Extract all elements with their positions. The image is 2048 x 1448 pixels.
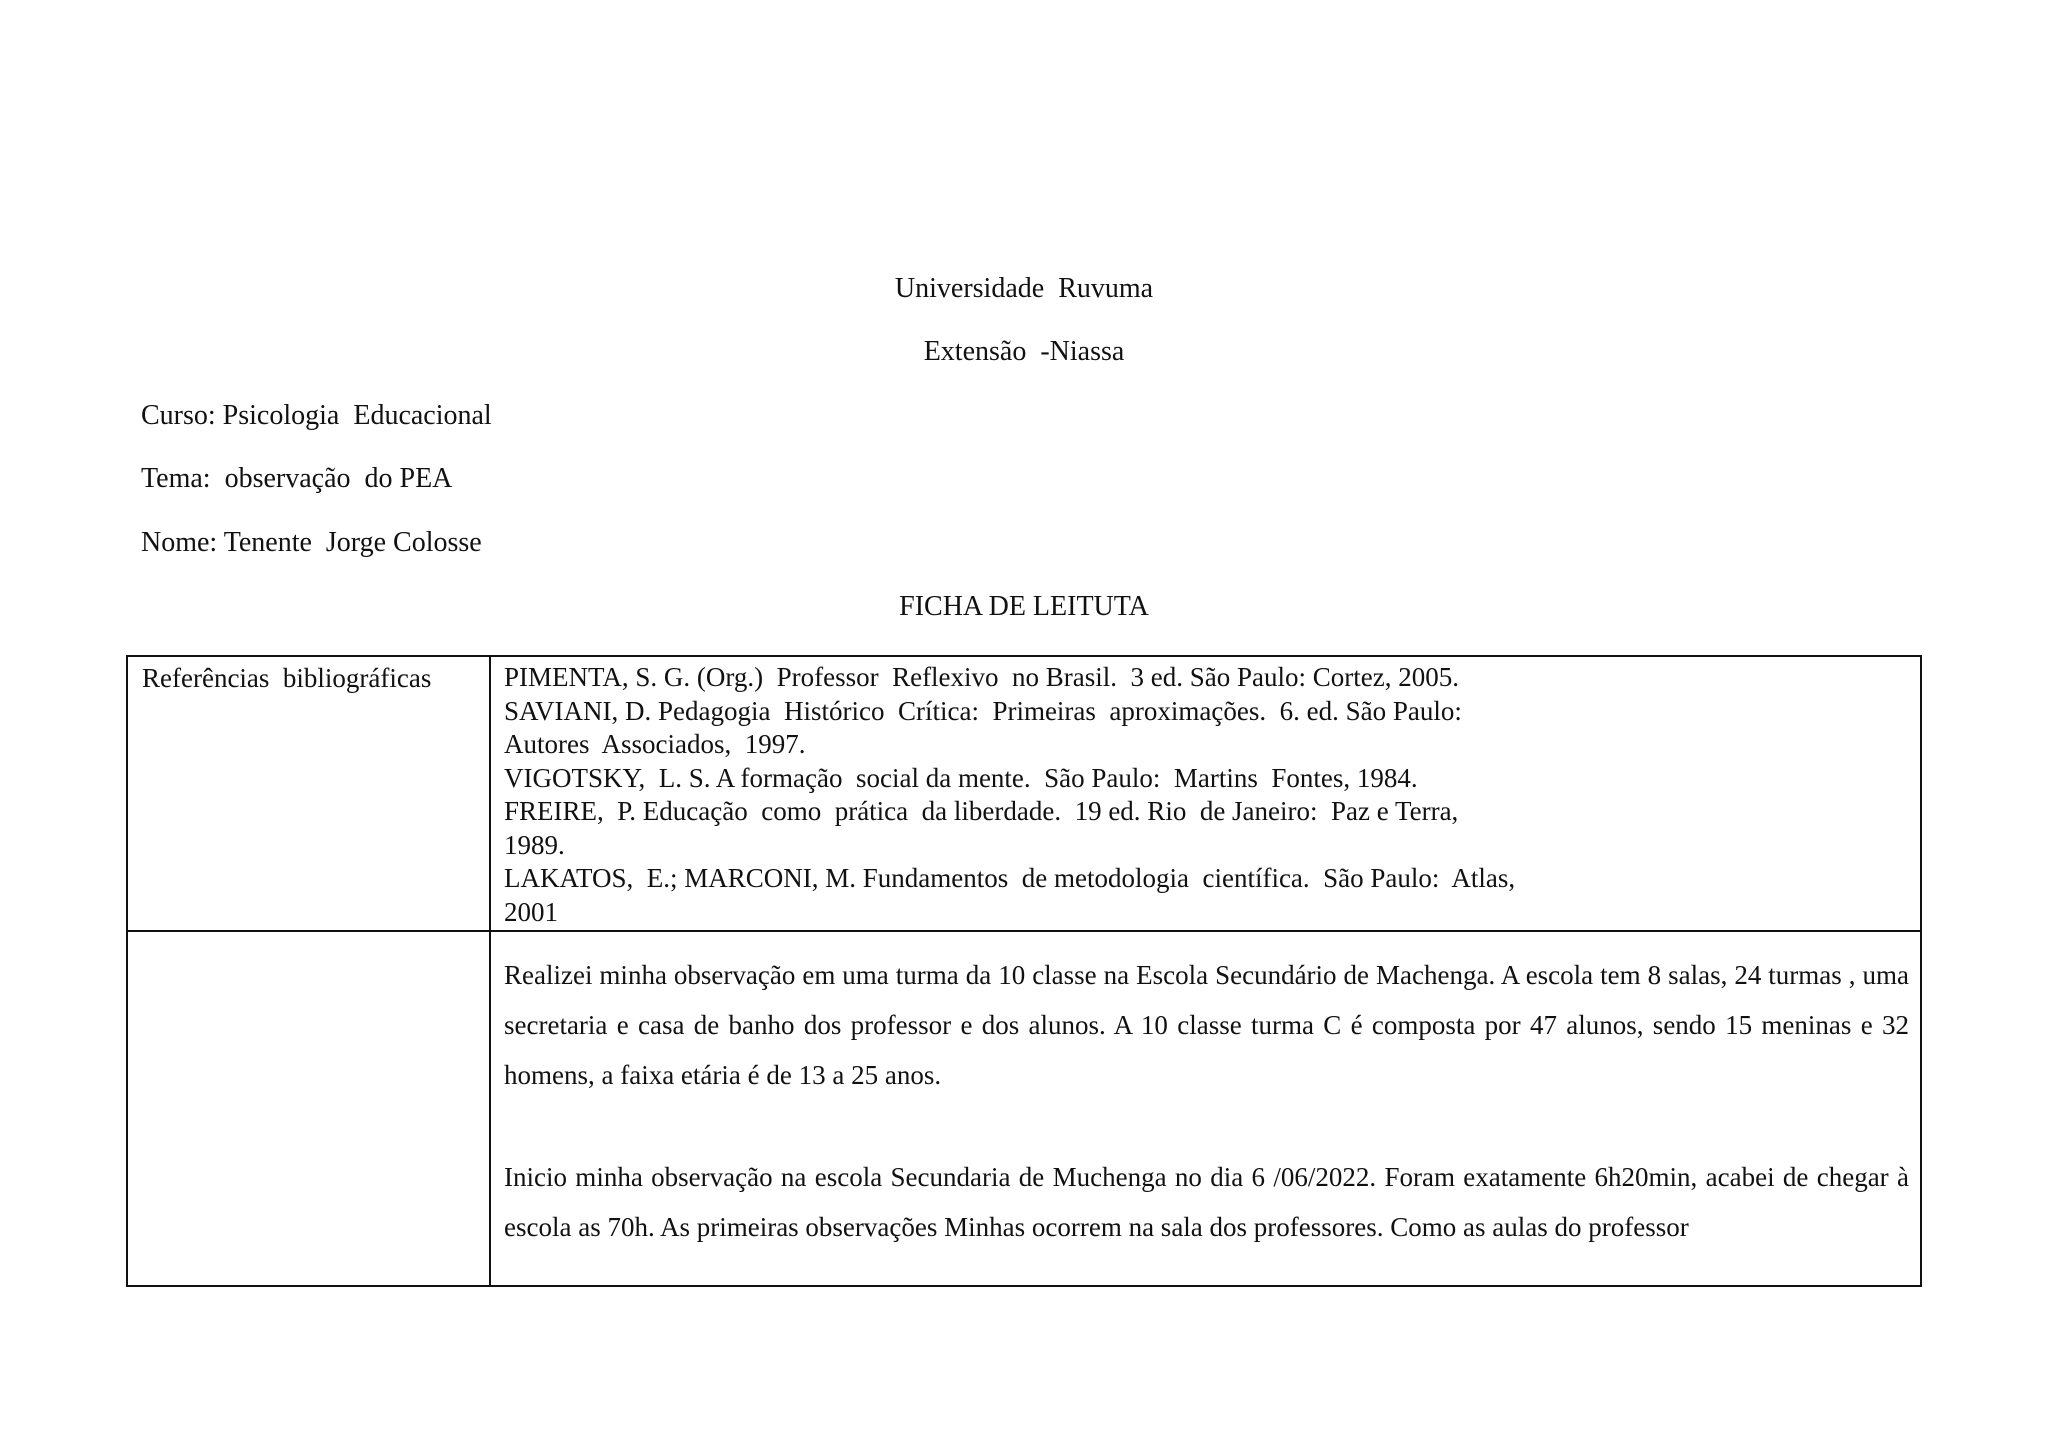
- university-name: Universidade Ruvuma: [894, 273, 1154, 304]
- column-divider: [489, 657, 491, 1285]
- reference-line: FREIRE, P. Educação como prática da liberdade. 19 ed. Rio de Janeiro: Paz e Terra,: [504, 796, 1459, 826]
- observation-paragraph: Realizei minha observação em uma turma da 10 classe na Escola Secundário de Machenga. A escola tem 8 salas, 24 turmas , uma secretaria e casa de banho dos professor e dos alunos. A 10 classe turma C é composta por 47 alunos, sendo 15 meninas e 32 homens, a faixa etária é de 13 a 25 anos.: [504, 960, 1909, 1090]
- reference-line: 1989.: [504, 829, 565, 860]
- reference-line: VIGOTSKY, L. S. A formação social da mente. São Paulo: Martins Fontes, 1984.: [504, 762, 1418, 793]
- reading-sheet-table: [126, 655, 1922, 1287]
- reference-line: SAVIANI, D. Pedagogia Histórico Crítica: Primeiras aproximações. 6. ed. São Paulo:: [504, 695, 1462, 726]
- course-line: Curso: Psicologia Educacional: [141, 400, 492, 431]
- references-label: Referências bibliográficas: [142, 663, 432, 693]
- extension-name: Extensão -Niassa: [923, 336, 1125, 367]
- author-name-line: Nome: Tenente Jorge Colosse: [141, 527, 482, 558]
- observation-text: [504, 950, 1909, 1252]
- reference-line: Autores Associados, 1997.: [504, 729, 806, 759]
- observation-paragraph: Inicio minha observação na escola Secundaria de Muchenga no dia 6 /06/2022. Foram exatamente 6h20min, acabei de chegar à escola as 70h. As primeiras observações Minhas ocorrem na sala dos professores. Como as aulas do professor: [504, 1162, 1909, 1242]
- sheet-title: FICHA DE LEITUTA: [899, 591, 1149, 622]
- reference-line: 2001: [504, 896, 558, 927]
- row-divider: [128, 930, 1920, 932]
- reference-line: LAKATOS, E.; MARCONI, M. Fundamentos de metodologia científica. São Paulo: Atlas,: [504, 863, 1516, 893]
- theme-line: Tema: observação do PEA: [141, 463, 453, 494]
- reference-line: PIMENTA, S. G. (Org.) Professor Reflexivo no Brasil. 3 ed. São Paulo: Cortez, 2005.: [504, 662, 1459, 692]
- references-list: [504, 661, 1904, 929]
